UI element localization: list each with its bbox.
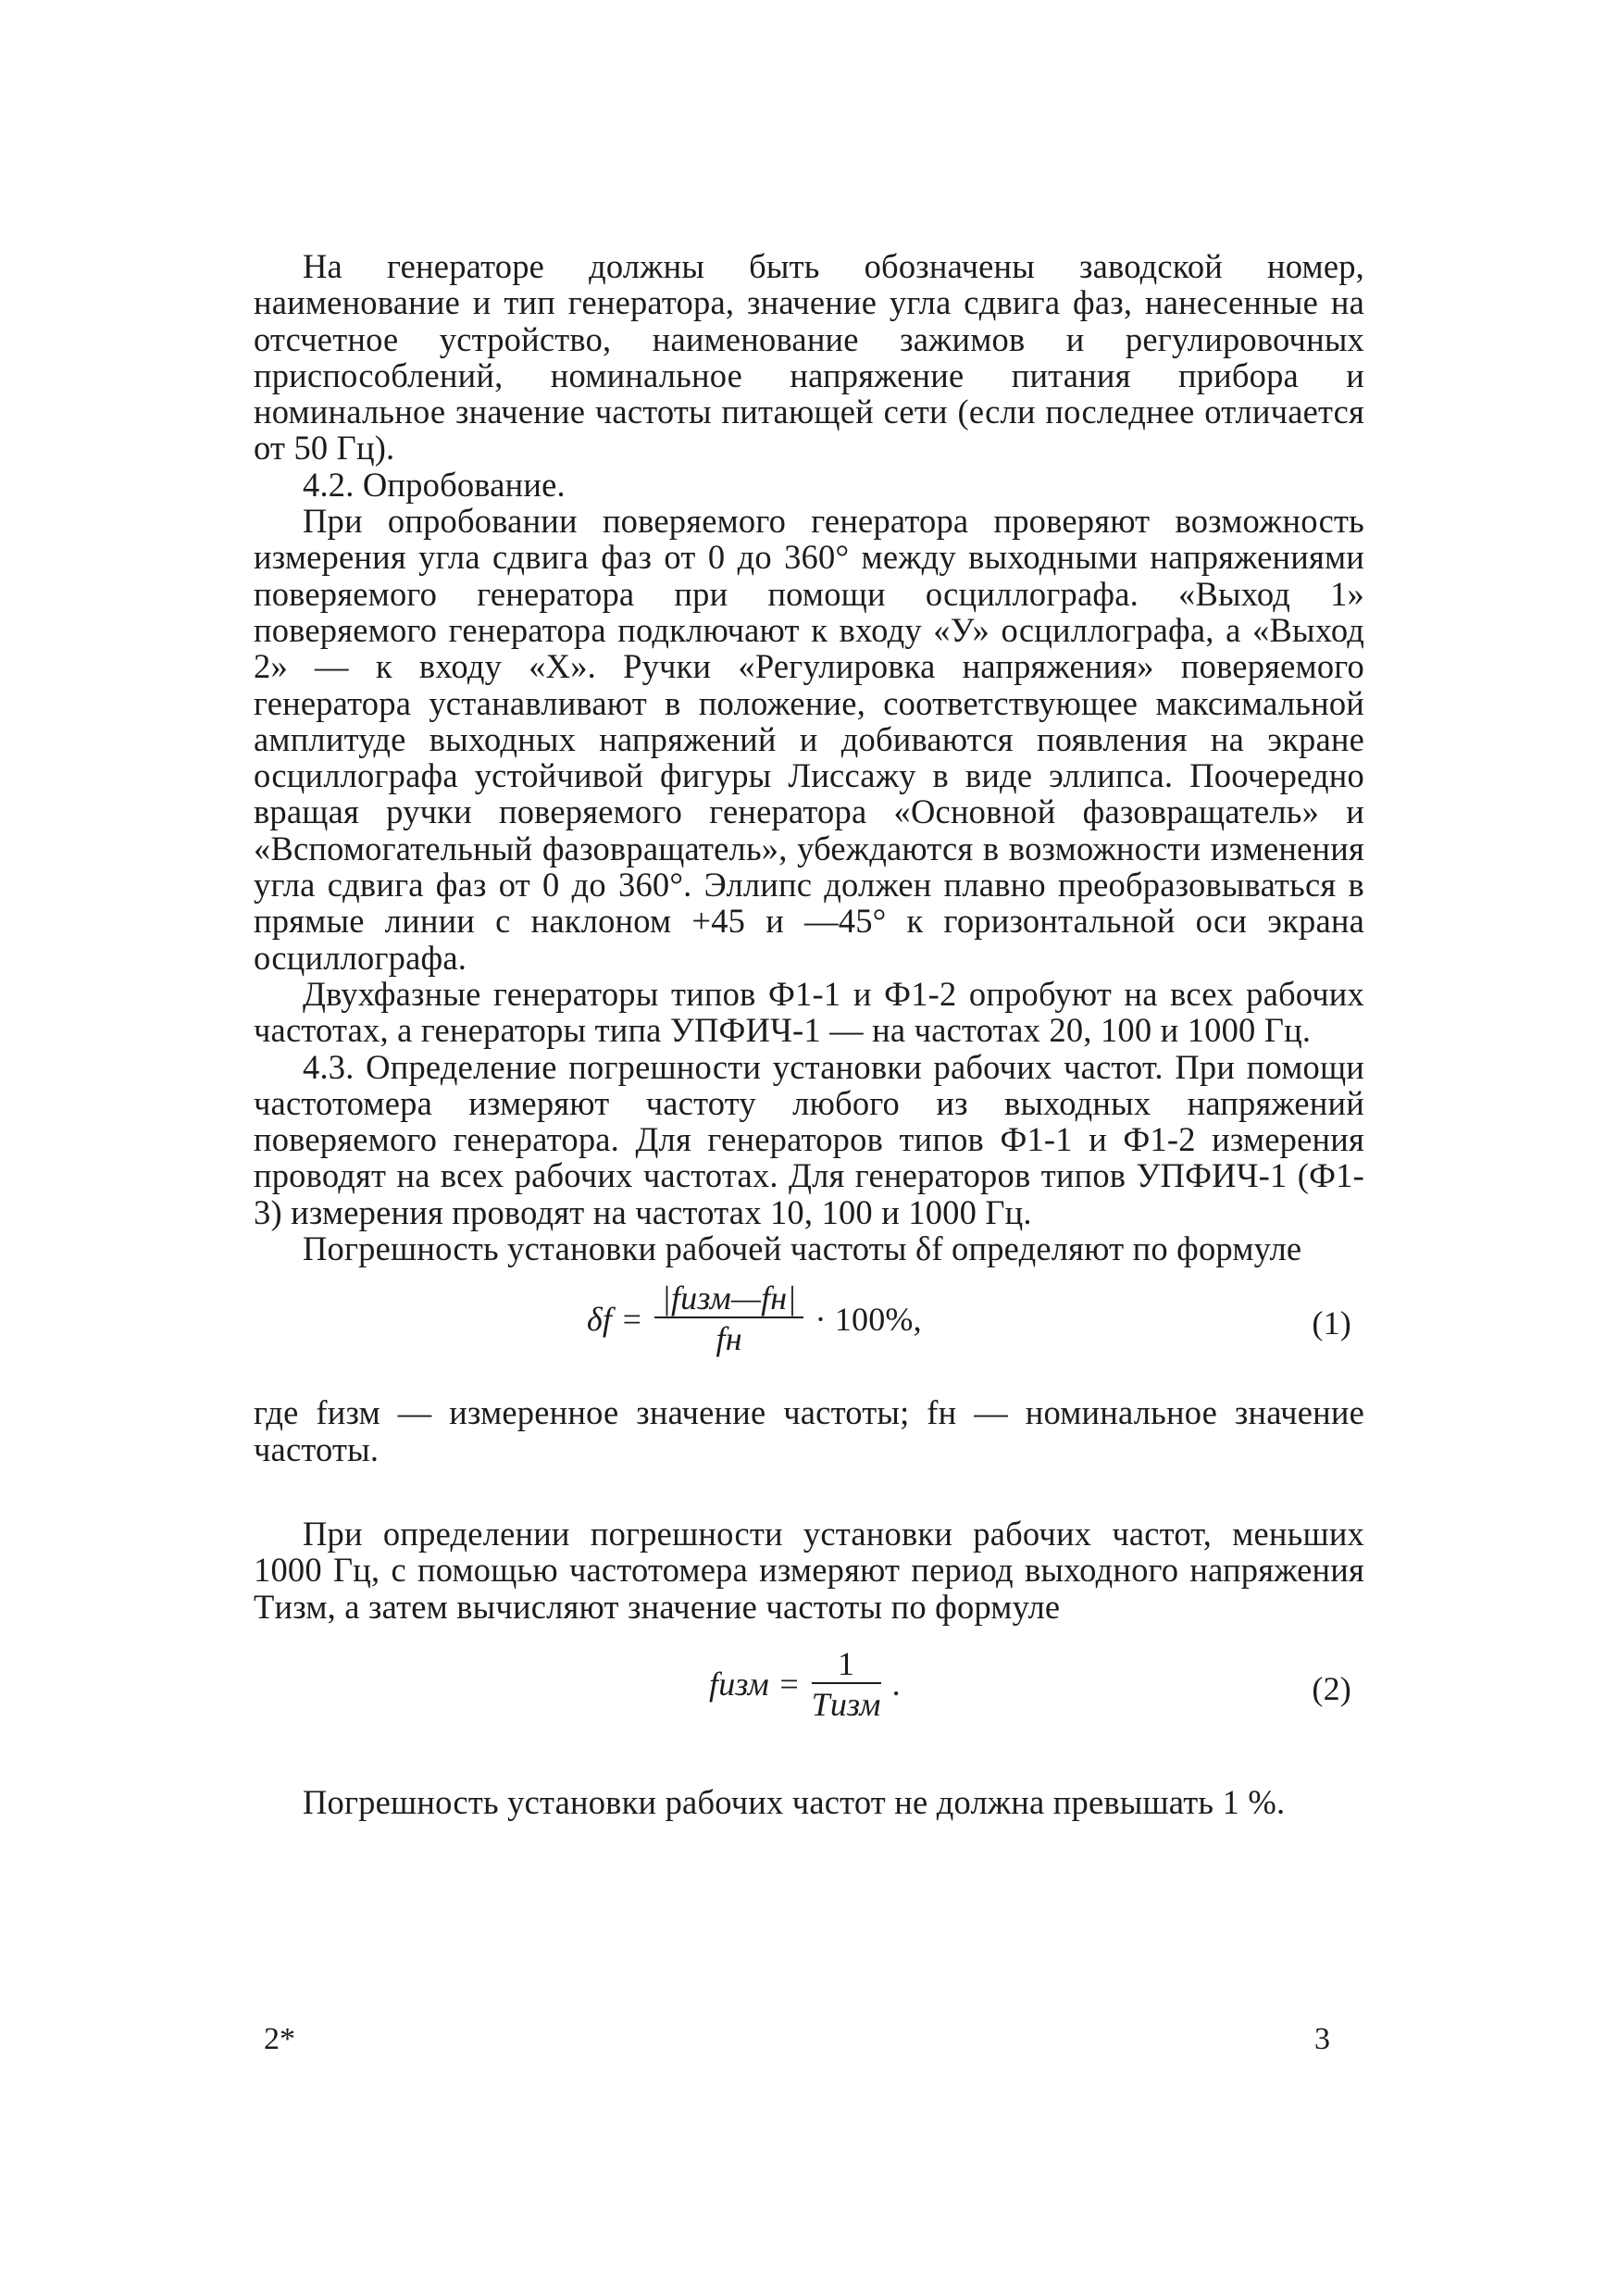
formula-2-number: (2): [1312, 1669, 1351, 1707]
formula-1: [254, 1279, 1364, 1378]
formula-1-rhs: · 100%,: [815, 1300, 922, 1338]
paragraph-formula-intro: Погрешность установки рабочей частоты δf определяют по формуле: [303, 1229, 1302, 1268]
formula-2-lhs: fизм =: [709, 1666, 801, 1703]
formula-1-fraction: [654, 1279, 804, 1359]
paragraph-two-phase: Двухфазные генераторы типов Ф1-1 и Ф1-2 опробуют на всех рабочих частотах, а генераторы типа УПФИЧ-1 — на частотах 20, 100 и 1000 Гц.: [254, 974, 1364, 1050]
formula-1-lhs: δf =: [587, 1300, 643, 1338]
formula-1-number: (1): [1312, 1304, 1351, 1342]
formula-2-fraction: [812, 1645, 881, 1725]
formula-2-rhs: .: [891, 1666, 901, 1703]
formula-2-numerator: 1: [838, 1644, 855, 1682]
paragraph-testing: При опробовании поверяемого генератора проверяют возможность измерения угла сдвига фаз от 0 до 360° между выходными напряжениями поверяемого генератора при помощи осциллографа. «Выход 1» поверяемого генератора подключают к входу «У» осциллографа, а «Выход 2» — к входу «Х». Ручки «Регулировка напряжения» поверяемого генератора устанавливают в положение, соответствующее максимальной амплитуде выходных напряжений и добиваются появления на экране осциллографа устойчивой фигуры Лиссажу в виде эллипса. Поочередно вращая ручки поверяемого генератора «Основной фазовращатель» и «Вспомогательный фазовращатель», убеждаются в возможности изменения угла сдвига фаз от 0 до 360°. Эллипс должен плавно преобразовываться в прямые линии с наклоном +45 и —45° к горизонтальной оси экрана осциллографа.: [254, 502, 1364, 977]
paragraph-where: где fизм — измеренное значение частоты; fн — номинальное значение частоты.: [254, 1393, 1364, 1468]
formula-1-numerator: |fизм—fн|: [661, 1279, 797, 1317]
paragraph-section-4-3: 4.3. Определение погрешности установки рабочих частот. При помощи частотомера измеряют частоту любого из выходных напряжений поверяемого генератора. Для генераторов типов Ф1-1 и Ф1-2 измерения проводят на всех рабочих частотах. Для генераторов типов УПФИЧ-1 (Ф1-3) измерения проводят на частотах 10, 100 и 1000 Гц.: [254, 1047, 1364, 1231]
section-heading-4-2: 4.2. Опробование.: [303, 465, 566, 504]
paragraph-period-method: При определении погрешности установки рабочих частот, меньших 1000 Гц, с помощью частотомера измеряют период выходного напряжения Tизм, а затем вычисляют значение частоты по формуле: [254, 1514, 1364, 1626]
formula-2-denominator: Tизм: [811, 1685, 881, 1723]
signature-mark: 2*: [264, 2022, 295, 2056]
paragraph-marking: На генераторе должны быть обозначены заводской номер, наименование и тип генератора, значение угла сдвига фаз, нанесенные на отсчетное устройство, наименование зажимов и регулировочных приспособлений, номинальное напряжение питания прибора и номинальное значение частоты питающей сети (если последнее отличается от 50 Гц).: [254, 247, 1364, 468]
formula-2: [254, 1645, 1364, 1747]
body-text: [254, 248, 1364, 1820]
page-number: 3: [1314, 2022, 1330, 2056]
paragraph-tolerance: Погрешность установки рабочих частот не должна превышать 1 %.: [303, 1782, 1286, 1821]
formula-1-denominator: fн: [716, 1320, 742, 1358]
